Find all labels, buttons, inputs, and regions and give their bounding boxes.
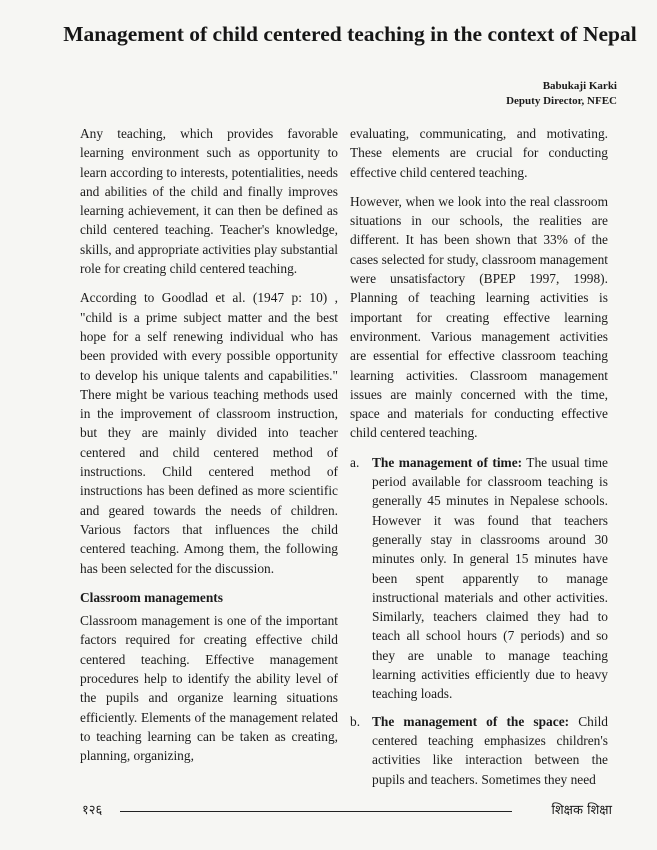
page-number: १२६ <box>82 803 103 818</box>
journal-name: शिक्षक शिक्षा <box>551 803 612 818</box>
paragraph-goodlad: According to Goodlad et al. (1947 p: 10) , "child is a prime subject matter and the best hope for a self renewing individual who has been provided with every possible opportunity to develop his unique talents and capabilities." There might be various teaching methods used in the improvement of classroom instruction, but they are mainly divided into teacher centered and child centered method of instructions. Child centered method of instructions has been defined as more scientific and geared towards the needs of children. Various factors that influences the child centered teaching. Among them, the following has been selected for the discussion. <box>80 290 338 576</box>
list-item-text: The usual time period available for classroom teaching is generally 45 minutes in Nepalese schools. However it was found that teachers generally stay in classrooms around 30 minutes only. In general 15 minutes have been spent apparently to manage instructional materials and other activities. Similarly, teachers claimed they had to teach all school hours (7 periods) and so they are unable to manage teaching learning activities efficiently due to heavy teaching loads. <box>372 454 608 702</box>
paragraph-classroom-management: Classroom management is one of the important factors required for creating effective child centered teaching. Effective management procedures help to identify the ability level of the pupils and organize learning situations efficiently. Elements of the management related to teaching learning can be taken as creating, planning, organizing, <box>80 613 338 764</box>
paragraph-intro: Any teaching, which provides favorable learning environment such as opportunity to learn according to interests, potentialities, needs and abilities of the child and finally improves learning achievement, it can then be defined as child centered teaching. Teacher's knowledge, skills, and appropriate activities play substantial role for creating child centered teaching. <box>80 126 338 277</box>
right-column <box>350 124 608 797</box>
section-heading-classroom-managements: Classroom managements <box>80 589 223 605</box>
management-list <box>350 453 608 789</box>
list-marker: b. <box>350 713 361 729</box>
list-item-space <box>350 712 608 789</box>
paragraph-elements: evaluating, communicating, and motivating. These elements are crucial for conducting effective child centered teaching. <box>350 126 608 180</box>
list-item-heading: The management of the space: <box>372 713 570 729</box>
list-item-time <box>350 453 608 704</box>
list-marker: a. <box>350 454 360 470</box>
byline <box>506 79 617 109</box>
article-title: Management of child centered teaching in the context of Nepal <box>63 22 637 46</box>
author-name: Babukaji Karki <box>542 80 617 92</box>
list-item-heading: The management of time: <box>372 454 523 470</box>
list-item-text: Child centered teaching emphasizes children's activities like interaction between the pupils and teachers. Sometimes they need <box>372 713 608 787</box>
footer-rule <box>120 811 512 812</box>
left-column <box>80 124 338 776</box>
page-footer <box>82 800 612 822</box>
paragraph-realities: However, when we look into the real classroom situations in our schools, the realities are different. It has been shown that 33% of the cases selected for study, classroom management were unsatisfactory (BPEP 1997, 1998). Planning of teaching learning activities is important for creating effective learning environment. Various management activities are essential for effective classroom teaching learning activities. Classroom management issues are mainly concerned with the time, space and materials for conducting effective child centered teaching. <box>350 193 608 441</box>
author-position: Deputy Director, NFEC <box>506 95 617 107</box>
